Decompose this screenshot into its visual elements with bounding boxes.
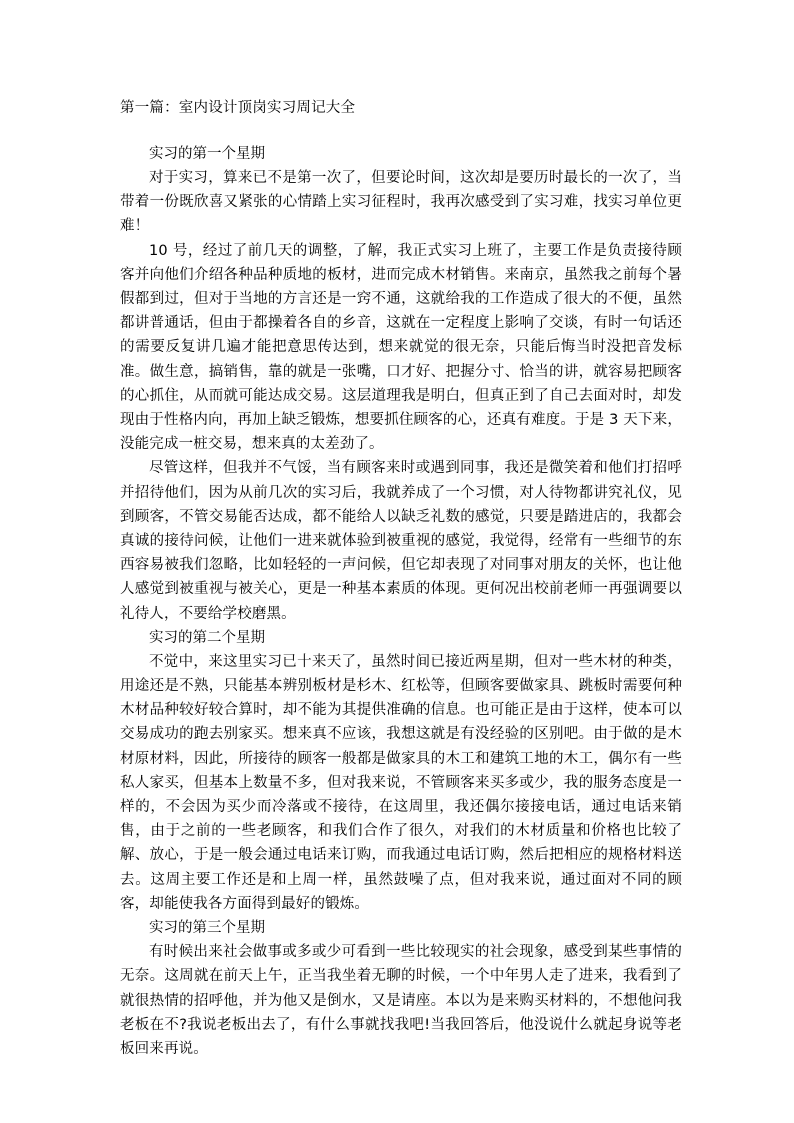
section-week-1 — [120, 142, 682, 626]
paragraph: 10 号，经过了前几天的调整，了解，我正式实习上班了，主要工作是负责接待顾客并向他们介绍各种品种质地的板材，进而完成木材销售。来南京，虽然我之前每个暑假都到过，但对于当地的方言还是一窍不通，这就给我的工作造成了很大的不便，虽然都讲普通话，但由于都操着各自的乡音，这就在一定程度上影响了交谈，有时一句话还的需要反复讲几遍才能把意思传达到，想来就觉的很无奈，只能后悔当时没把音发标准。做生意，搞销售，靠的就是一张嘴，口才好、把握分寸、恰当的讲，就容易把顾客的心抓住，从而就可能达成交易。这层道理我是明白，但真正到了自己去面对时，却发现由于性格内向，再加上缺乏锻炼，想要抓住顾客的心，还真有难度。于是 3 天下来，没能完成一桩交易，想来真的太差劲了。 — [120, 242, 682, 453]
section-heading: 实习的第三个星期 — [149, 920, 265, 937]
document-body — [120, 96, 682, 1061]
paragraph: 对于实习，算来已不是第一次了，但要论时间，这次却是要历时最长的一次了，当带着一份既欣喜又紧张的心情踏上实习征程时，我再次感受到了实习难，找实习单位更难！ — [120, 170, 682, 235]
document-title: 第一篇：室内设计顶岗实习周记大全 — [120, 100, 356, 116]
section-heading: 实习的第二个星期 — [149, 629, 265, 646]
section-week-2 — [120, 626, 682, 916]
paragraph: 不觉中，来这里实习已十来天了，虽然时间已接近两星期，但对一些木材的种类，用途还是不熟，只能基本辨别板材是杉木、红松等，但顾客要做家具、跳板时需要何种木材品种较好较合算时，却不能为其提供准确的信息。也可能正是由于这样，使本可以交易成功的跑去别家买。想来真不应该，我想这就是有没经验的区别吧。由于做的是木材原材料，因此，所接待的顾客一般都是做家具的木工和建筑工地的木工，偶尔有一些私人家买，但基本上数量不多，但对我来说，不管顾客来买多或少，我的服务态度是一样的，不会因为买少而冷落或不接待，在这周里，我还偶尔接接电话，通过电话来销售，由于之前的一些老顾客，和我们合作了很久，对我们的木材质量和价格也比较了解、放心，于是一般会通过电话来订购，而我通过电话订购，然后把相应的规格材料送去。这周主要工作还是和上周一样，虽然鼓噪了点，但对我来说，通过面对不同的顾客，却能使我各方面得到最好的锻炼。 — [120, 653, 682, 912]
section-heading: 实习的第一个星期 — [149, 146, 265, 162]
paragraph: 尽管这样，但我并不气馁，当有顾客来时或遇到同事，我还是微笑着和他们打招呼并招待他们，因为从前几次的实习后，我就养成了一个习惯，对人待物都讲究礼仪，见到顾客，不管交易能否达成，都不能给人以缺乏礼数的感觉，只要是踏进店的，我都会真诚的接待问候，让他们一进来就体验到被重视的感觉，我觉得，经常有一些细节的东西容易被我们忽略，比如轻轻的一声问候，但它却表现了对同事对朋友的关怀，也让他人感觉到被重视与被关心，更是一种基本素质的体现。更何况出校前老师一再强调要以礼待人，不要给学校磨黑。 — [120, 460, 682, 622]
paragraph: 有时候出来社会做事或多或少可看到一些比较现实的社会现象，感受到某些事情的无奈。这周就在前天上午，正当我坐着无聊的时候，一个中年男人走了进来，我看到了就很热情的招呼他，并为他又是倒水，又是请座。本以为是来购买材料的，不想他问我老板在不?我说老板出去了，有什么事就找我吧!当我回答后，他没说什么就起身说等老板回来再说。 — [120, 944, 682, 1057]
section-week-3 — [120, 916, 682, 1061]
